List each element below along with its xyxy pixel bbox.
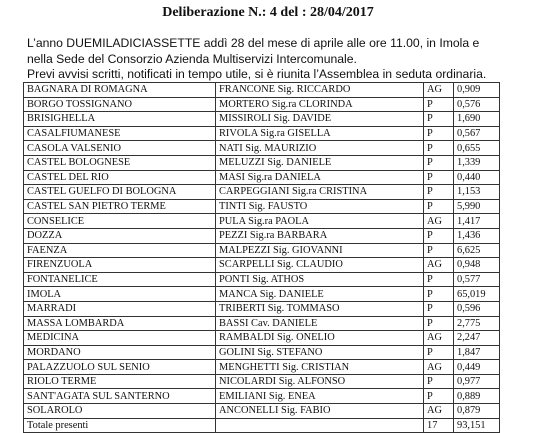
rappresentante-cell: MANCA Sig. DANIELE	[216, 287, 424, 302]
table-row	[24, 141, 500, 156]
table-row	[24, 214, 500, 229]
quota-cell: 1,339	[454, 155, 500, 170]
comune-cell: DOZZA	[24, 228, 216, 243]
comune-cell: CASALFIUMANESE	[24, 126, 216, 141]
comune-cell: PALAZZUOLO SUL SENIO	[24, 360, 216, 375]
comune-cell: CONSELICE	[24, 214, 216, 229]
table-row	[24, 404, 500, 419]
presenza-cell: P	[424, 389, 454, 404]
quota-cell: 1,153	[454, 185, 500, 200]
quota-cell: 0,909	[454, 83, 500, 98]
comune-cell: CASTEL SAN PIETRO TERME	[24, 199, 216, 214]
presenza-cell: P	[424, 199, 454, 214]
rappresentante-cell: EMILIANI Sig. ENEA	[216, 389, 424, 404]
table-row	[24, 170, 500, 185]
attendance-table-body	[24, 83, 500, 433]
rappresentante-cell: ANCONELLI Sig. FABIO	[216, 404, 424, 419]
presenza-cell: P	[424, 185, 454, 200]
rappresentante-cell: BASSI Cav. DANIELE	[216, 316, 424, 331]
presenza-cell: P	[424, 126, 454, 141]
table-row	[24, 331, 500, 346]
presenza-cell: AG	[424, 404, 454, 419]
attendance-table	[23, 82, 500, 433]
quota-cell: 0,948	[454, 258, 500, 273]
quota-cell: 2,247	[454, 331, 500, 346]
table-row	[24, 374, 500, 389]
quota-cell: 0,576	[454, 97, 500, 112]
table-row	[24, 185, 500, 200]
table-row	[24, 243, 500, 258]
quota-cell: 65,019	[454, 287, 500, 302]
table-row	[24, 360, 500, 375]
quota-cell: 0,567	[454, 126, 500, 141]
comune-cell: FAENZA	[24, 243, 216, 258]
presenza-cell: AG	[424, 360, 454, 375]
quota-cell: 1,690	[454, 112, 500, 127]
quota-cell: 0,577	[454, 272, 500, 287]
quota-cell: 0,655	[454, 141, 500, 156]
quota-cell: 1,417	[454, 214, 500, 229]
table-row	[24, 316, 500, 331]
rappresentante-cell: CARPEGGIANI Sig.ra CRISTINA	[216, 185, 424, 200]
rappresentante-cell: MALPEZZI Sig. GIOVANNI	[216, 243, 424, 258]
table-row	[24, 155, 500, 170]
presenza-cell: AG	[424, 258, 454, 273]
rappresentante-cell: RIVOLA Sig.ra GISELLA	[216, 126, 424, 141]
presenza-cell: P	[424, 112, 454, 127]
rappresentante-cell: MORTERO Sig.ra CLORINDA	[216, 97, 424, 112]
quota-cell: 93,151	[454, 418, 500, 433]
rappresentante-cell: NATI Sig. MAURIZIO	[216, 141, 424, 156]
table-row	[24, 301, 500, 316]
comune-cell: FONTANELICE	[24, 272, 216, 287]
rappresentante-cell: MISSIROLI Sig. DAVIDE	[216, 112, 424, 127]
rappresentante-cell: FRANCONE Sig. RICCARDO	[216, 83, 424, 98]
table-row	[24, 258, 500, 273]
comune-cell: CASTEL DEL RIO	[24, 170, 216, 185]
quota-cell: 1,436	[454, 228, 500, 243]
comune-cell: MASSA LOMBARDA	[24, 316, 216, 331]
rappresentante-cell: MASI Sig.ra DANIELA	[216, 170, 424, 185]
document-title: Deliberazione N.: 4 del : 28/04/2017	[162, 5, 374, 20]
presenza-cell: 17	[424, 418, 454, 433]
table-row	[24, 199, 500, 214]
comune-cell: CASTEL BOLOGNESE	[24, 155, 216, 170]
quota-cell: 0,977	[454, 374, 500, 389]
quota-cell: 1,847	[454, 345, 500, 360]
quota-cell: 0,889	[454, 389, 500, 404]
intro-line: nella Sede del Consorzio Azienda Multiservizi Intercomunale.	[27, 51, 357, 66]
rappresentante-cell	[216, 418, 424, 433]
comune-cell: BRISIGHELLA	[24, 112, 216, 127]
table-row	[24, 228, 500, 243]
comune-cell: BAGNARA DI ROMAGNA	[24, 83, 216, 98]
table-row	[24, 287, 500, 302]
rappresentante-cell: MELUZZI Sig. DANIELE	[216, 155, 424, 170]
comune-cell: CASTEL GUELFO DI BOLOGNA	[24, 185, 216, 200]
quota-cell: 0,440	[454, 170, 500, 185]
rappresentante-cell: MENGHETTI Sig. CRISTIAN	[216, 360, 424, 375]
table-row	[24, 126, 500, 141]
comune-cell: BORGO TOSSIGNANO	[24, 97, 216, 112]
quota-cell: 0,449	[454, 360, 500, 375]
comune-cell: MEDICINA	[24, 331, 216, 346]
quota-cell: 2,775	[454, 316, 500, 331]
presenza-cell: P	[424, 301, 454, 316]
presenza-cell: P	[424, 374, 454, 389]
quota-cell: 5,990	[454, 199, 500, 214]
rappresentante-cell: TRIBERTI Sig. TOMMASO	[216, 301, 424, 316]
rappresentante-cell: RAMBALDI Sig. ONELIO	[216, 331, 424, 346]
rappresentante-cell: NICOLARDI Sig. ALFONSO	[216, 374, 424, 389]
presenza-cell: P	[424, 287, 454, 302]
presenza-cell: AG	[424, 214, 454, 229]
presenza-cell: P	[424, 97, 454, 112]
comune-cell: SOLAROLO	[24, 404, 216, 419]
comune-cell: Totale presenti	[24, 418, 216, 433]
quota-cell: 0,879	[454, 404, 500, 419]
presenza-cell: AG	[424, 331, 454, 346]
table-row	[24, 83, 500, 98]
table-row	[24, 97, 500, 112]
table-row	[24, 112, 500, 127]
presenza-cell: P	[424, 155, 454, 170]
presenza-cell: P	[424, 141, 454, 156]
comune-cell: IMOLA	[24, 287, 216, 302]
comune-cell: FIRENZUOLA	[24, 258, 216, 273]
rappresentante-cell: TINTI Sig. FAUSTO	[216, 199, 424, 214]
totals-row	[24, 418, 500, 433]
comune-cell: SANT'AGATA SUL SANTERNO	[24, 389, 216, 404]
intro-line: L’anno DUEMILADICIASSETTE addì 28 del mese di aprile alle ore 11.00, in Imola e	[27, 36, 480, 50]
comune-cell: RIOLO TERME	[24, 374, 216, 389]
rappresentante-cell: PEZZI Sig.ra BARBARA	[216, 228, 424, 243]
comune-cell: MARRADI	[24, 301, 216, 316]
rappresentante-cell: GOLINI Sig. STEFANO	[216, 345, 424, 360]
table-row	[24, 272, 500, 287]
rappresentante-cell: SCARPELLI Sig. CLAUDIO	[216, 258, 424, 273]
table-row	[24, 389, 500, 404]
presenza-cell: P	[424, 243, 454, 258]
quota-cell: 6,625	[454, 243, 500, 258]
presenza-cell: AG	[424, 83, 454, 98]
table-row	[24, 345, 500, 360]
presenza-cell: P	[424, 228, 454, 243]
presenza-cell: P	[424, 316, 454, 331]
intro-line: Previ avvisi scritti, notificati in tempo utile, si è riunita l’Assemblea in seduta ordinaria.	[27, 67, 487, 81]
attendance-table-container	[23, 84, 513, 431]
comune-cell: MORDANO	[24, 345, 216, 360]
rappresentante-cell: PONTI Sig. ATHOS	[216, 272, 424, 287]
quota-cell: 0,596	[454, 301, 500, 316]
presenza-cell: P	[424, 170, 454, 185]
comune-cell: CASOLA VALSENIO	[24, 141, 216, 156]
rappresentante-cell: PULA Sig.ra PAOLA	[216, 214, 424, 229]
presenza-cell: P	[424, 345, 454, 360]
presenza-cell: P	[424, 272, 454, 287]
intro-paragraph	[27, 36, 532, 83]
